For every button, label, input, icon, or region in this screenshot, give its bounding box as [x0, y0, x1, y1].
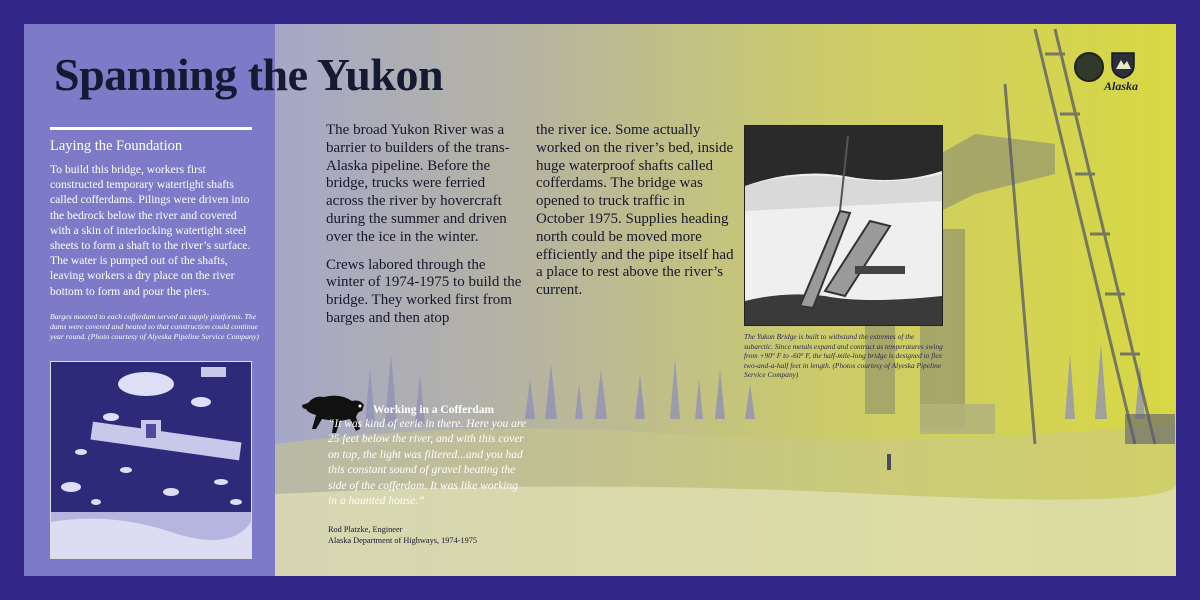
- sign-panel: [24, 24, 1176, 576]
- divider: [50, 127, 252, 130]
- quote-heading: Working in a Cofferdam: [373, 404, 495, 416]
- sidebar-body: To build this bridge, workers first constructed temporary watertight shafts called cofferdams. Pilings were driven into the bedrock below the river and covered with a skin of interlocking watertight steel sheets to form a shaft to the river’s surface. The water is pumped out of the shafts, leaving workers a dry place on the river bottom to form and pour the piers.: [50, 163, 251, 298]
- seal-icon: [1074, 52, 1104, 82]
- photo-caption: The Yukon Bridge is built to withstand the extremes of the subarctic. Since metals expand and contract as temperatures swing from +90° F to -60° F, the half-mile-long bridge is designed to flex two-and-a-half feet in length. (Photos courtesy of Alyeska Pipeline Service Company): [744, 332, 943, 379]
- attribution-org: Alaska Department of Highways, 1974-1975: [328, 536, 478, 545]
- paragraph: the river ice. Some actually worked on the river’s bed, inside huge waterproof shafts called cofferdams. The bridge was opened to truck traffic in October 1975. Supplies heading north could be moved more efficiently and the pipe itself had a place to rest above the river’s current.: [536, 122, 734, 299]
- sidebar: [24, 24, 275, 576]
- bridge-construction-photo: [744, 125, 943, 326]
- alaska-label: Alaska: [1104, 79, 1139, 93]
- sidebar-heading: Laying the Foundation: [50, 138, 183, 154]
- agency-logos: [1074, 49, 1164, 109]
- attribution-name: Rod Platzke, Engineer: [328, 525, 403, 534]
- paragraph: Crews labored through the winter of 1974-1975 to build the bridge. They worked first from barges and then atop: [326, 256, 522, 326]
- paragraph: The broad Yukon River was a barrier to builders of the trans-Alaska pipeline. Before the bridge, trucks were ferried across the river by hovercraft during the summer and driven over the ice in the winter.: [326, 122, 510, 245]
- quote-attribution: [328, 524, 477, 546]
- cofferdam-photo: [50, 361, 252, 559]
- text-column-1: [326, 122, 524, 338]
- text-column-2: [536, 122, 734, 310]
- page-title: Spanning the Yukon: [54, 49, 444, 100]
- sidebar-caption: Barges moored to each cofferdam served as supply platforms. The dams were covered and heated so that construction could continue year round. (Photo courtesy of Alyeska Pipeline Service Company): [50, 312, 259, 341]
- quote-text: “It was kind of eerie in there. Here you are 25 feet below the river, and with this cover on top, the light was filtered...and you had this constant sound of gravel beating the side of the cofferdam. It was like working in a haunted house.”: [328, 418, 527, 508]
- blm-shield-icon: [1110, 51, 1136, 79]
